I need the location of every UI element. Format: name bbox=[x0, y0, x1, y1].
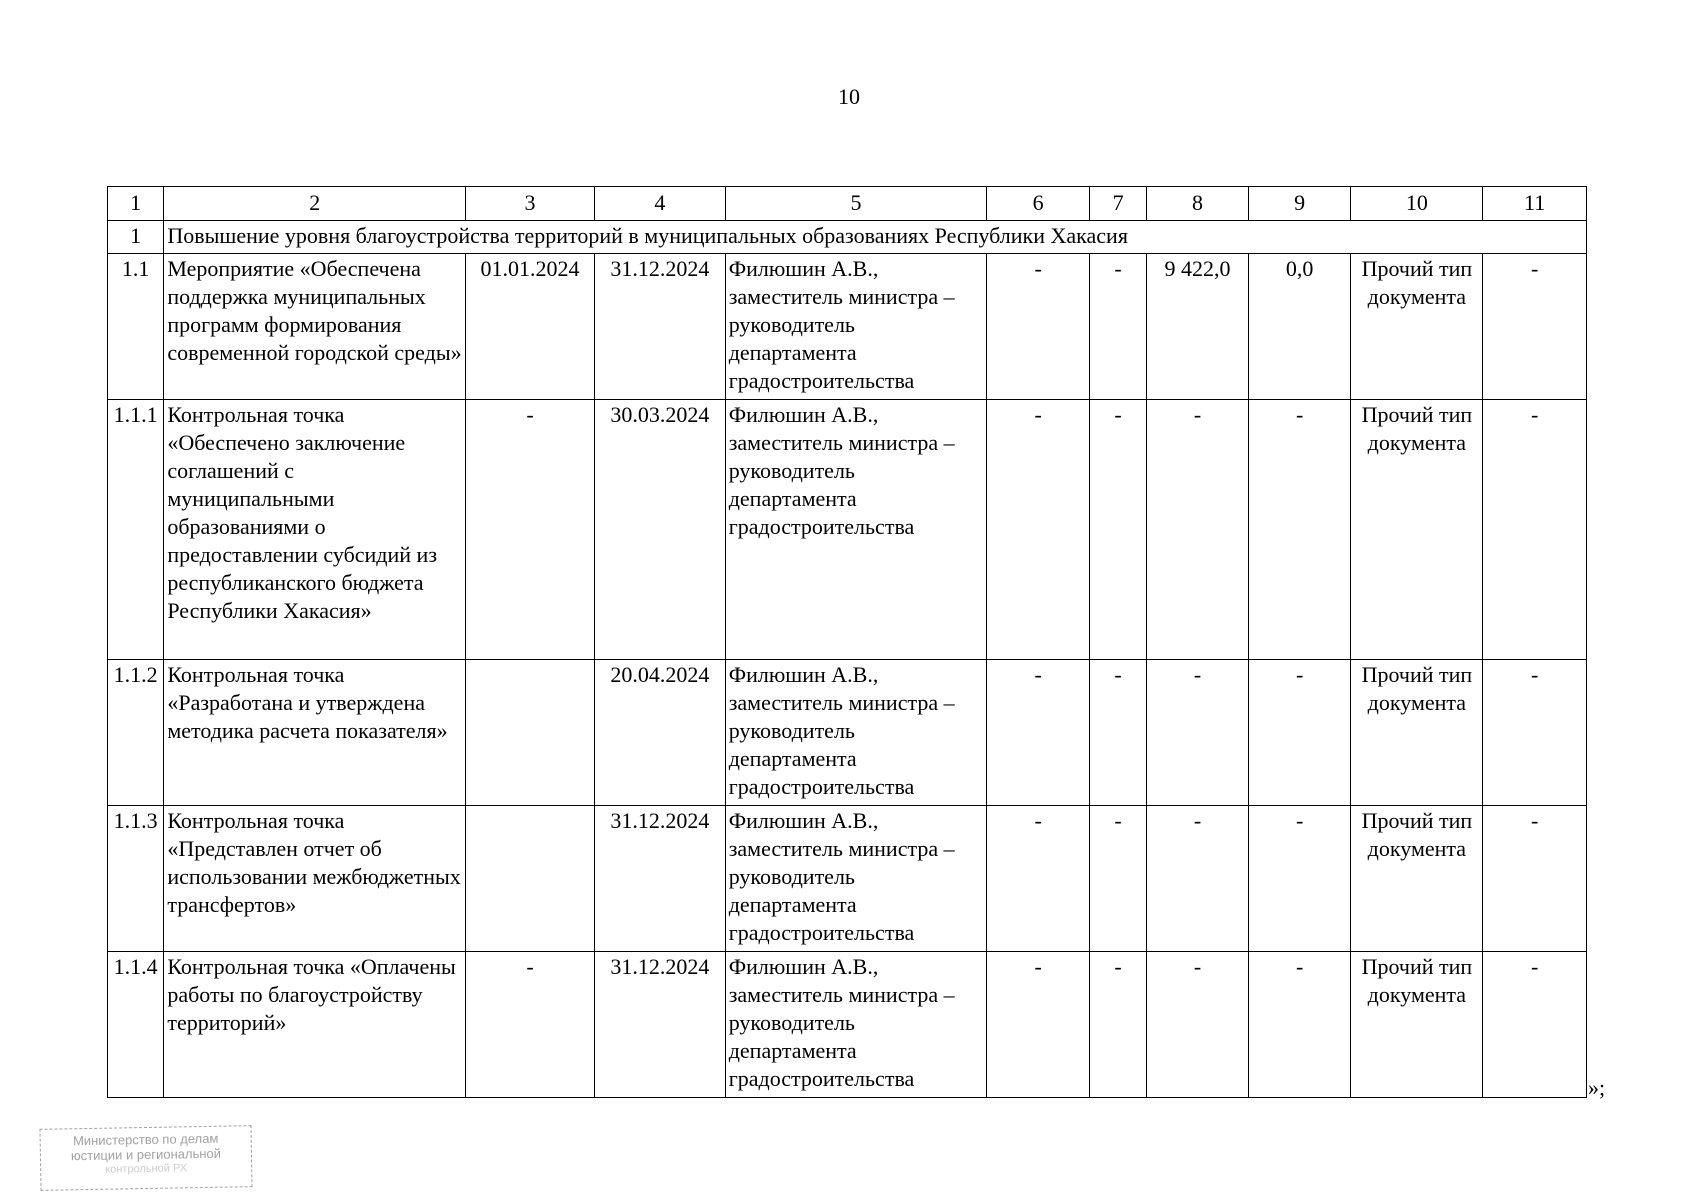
row-number: 1.1.3 bbox=[108, 806, 164, 952]
cell-col6: - bbox=[987, 400, 1090, 660]
table-row bbox=[108, 254, 1587, 400]
row-name: Контрольная точка «Оплачены работы по благоустройству территорий» bbox=[164, 952, 466, 1098]
end-date: 30.03.2024 bbox=[594, 400, 725, 660]
cell-col8: - bbox=[1147, 660, 1249, 806]
cell-col6: - bbox=[987, 806, 1090, 952]
document-type: Прочий тип документа bbox=[1351, 254, 1483, 400]
ministry-stamp bbox=[39, 1125, 252, 1191]
cell-col7: - bbox=[1089, 400, 1146, 660]
closing-quote-mark: »; bbox=[1588, 1075, 1606, 1100]
column-number: 2 bbox=[164, 187, 466, 221]
responsible: Филюшин А.В., заместитель министра – руководитель департамента градостроительства bbox=[725, 254, 987, 400]
table-row bbox=[108, 806, 1587, 952]
responsible: Филюшин А.В., заместитель министра – руководитель департамента градостроительства bbox=[725, 952, 987, 1098]
row-name: Контрольная точка «Обеспечено заключение соглашений с муниципальными образованиями о предоставлении субсидий из республиканского бюджета Республики Хакасия» bbox=[164, 400, 466, 660]
cell-col8: - bbox=[1147, 400, 1249, 660]
document-type: Прочий тип документа bbox=[1351, 400, 1483, 660]
row-name: Мероприятие «Обеспечена поддержка муниципальных программ формирования современной городской среды» bbox=[164, 254, 466, 400]
start-date bbox=[466, 806, 595, 952]
cell-col6: - bbox=[987, 254, 1090, 400]
start-date: - bbox=[466, 400, 595, 660]
row-name: Контрольная точка «Представлен отчет об использовании межбюджетных трансфертов» bbox=[164, 806, 466, 952]
start-date bbox=[466, 660, 595, 806]
cell-col11: - bbox=[1483, 806, 1587, 952]
responsible: Филюшин А.В., заместитель министра – руководитель департамента градостроительства bbox=[725, 400, 987, 660]
end-date: 31.12.2024 bbox=[594, 806, 725, 952]
column-number: 8 bbox=[1147, 187, 1249, 221]
row-number: 1.1.4 bbox=[108, 952, 164, 1098]
cell-col7: - bbox=[1089, 254, 1146, 400]
plan-table bbox=[107, 186, 1587, 1098]
column-number: 9 bbox=[1248, 187, 1351, 221]
table-row bbox=[108, 660, 1587, 806]
section-row bbox=[108, 221, 1587, 254]
cell-col11: - bbox=[1483, 660, 1587, 806]
document-type: Прочий тип документа bbox=[1351, 952, 1483, 1098]
cell-col8: 9 422,0 bbox=[1147, 254, 1249, 400]
cell-col11: - bbox=[1483, 254, 1587, 400]
responsible: Филюшин А.В., заместитель министра – руководитель департамента градостроительства bbox=[725, 660, 987, 806]
cell-col11: - bbox=[1483, 400, 1587, 660]
column-number: 6 bbox=[987, 187, 1090, 221]
page-number: 10 bbox=[838, 84, 860, 109]
cell-col8: - bbox=[1147, 952, 1249, 1098]
cell-col9: - bbox=[1248, 660, 1351, 806]
end-date: 31.12.2024 bbox=[594, 952, 725, 1098]
section-number: 1 bbox=[108, 221, 164, 254]
column-number: 11 bbox=[1483, 187, 1587, 221]
row-number: 1.1.2 bbox=[108, 660, 164, 806]
column-number: 5 bbox=[725, 187, 987, 221]
cell-col11: - bbox=[1483, 952, 1587, 1098]
cell-col9: - bbox=[1248, 952, 1351, 1098]
cell-col9: 0,0 bbox=[1248, 254, 1351, 400]
document-type: Прочий тип документа bbox=[1351, 806, 1483, 952]
stamp-line: Министерство по делам bbox=[72, 1130, 219, 1149]
row-number: 1.1 bbox=[108, 254, 164, 400]
cell-col7: - bbox=[1089, 660, 1146, 806]
cell-col7: - bbox=[1089, 806, 1146, 952]
cell-col6: - bbox=[987, 660, 1090, 806]
document-type: Прочий тип документа bbox=[1351, 660, 1483, 806]
stamp-line: контрольной РХ bbox=[105, 1162, 188, 1176]
table-row bbox=[108, 400, 1587, 660]
start-date: - bbox=[466, 952, 595, 1098]
section-title: Повышение уровня благоустройства территорий в муниципальных образованиях Республики Хакасия bbox=[164, 221, 1587, 254]
table-row bbox=[108, 952, 1587, 1098]
responsible: Филюшин А.В., заместитель министра – руководитель департамента градостроительства bbox=[725, 806, 987, 952]
cell-col7: - bbox=[1089, 952, 1146, 1098]
row-name: Контрольная точка «Разработана и утверждена методика расчета показателя» bbox=[164, 660, 466, 806]
cell-col9: - bbox=[1248, 400, 1351, 660]
column-number-row bbox=[108, 187, 1587, 221]
start-date: 01.01.2024 bbox=[466, 254, 595, 400]
stamp-line: юстиции и региональной bbox=[70, 1145, 222, 1164]
end-date: 20.04.2024 bbox=[594, 660, 725, 806]
cell-col8: - bbox=[1147, 806, 1249, 952]
row-number: 1.1.1 bbox=[108, 400, 164, 660]
column-number: 7 bbox=[1089, 187, 1146, 221]
column-number: 4 bbox=[594, 187, 725, 221]
column-number: 1 bbox=[108, 187, 164, 221]
cell-col9: - bbox=[1248, 806, 1351, 952]
column-number: 10 bbox=[1351, 187, 1483, 221]
cell-col6: - bbox=[987, 952, 1090, 1098]
column-number: 3 bbox=[466, 187, 595, 221]
end-date: 31.12.2024 bbox=[594, 254, 725, 400]
